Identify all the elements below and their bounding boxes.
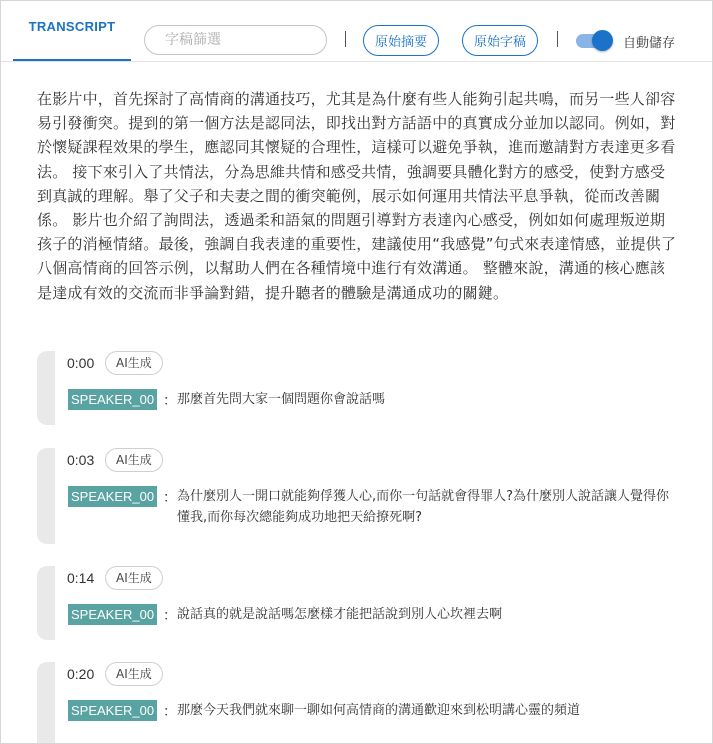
ai-generated-badge: AI生成 xyxy=(105,448,163,472)
original-transcript-button[interactable]: 原始字稿 xyxy=(462,25,538,56)
ai-generated-badge: AI生成 xyxy=(105,351,163,375)
segment-text[interactable]: 那麼首先問大家一個問題你會說話嗎 xyxy=(177,392,386,407)
segment-bar xyxy=(37,448,55,544)
autosave-label: 自動儲存 xyxy=(623,36,676,51)
toolbar xyxy=(1,1,712,62)
speaker-tag[interactable]: SPEAKER_00 xyxy=(68,486,157,507)
ai-generated-badge: AI生成 xyxy=(105,566,163,590)
speaker-colon: ： xyxy=(163,490,177,506)
autosave-toggle-knob xyxy=(592,30,613,51)
segment-timestamp[interactable]: 0:03 xyxy=(67,452,95,468)
speaker-tag[interactable]: SPEAKER_00 xyxy=(68,604,157,625)
segment-bar xyxy=(37,566,55,640)
segment-timestamp[interactable]: 0:20 xyxy=(67,666,95,682)
speaker-colon: ： xyxy=(163,393,177,409)
original-summary-button[interactable]: 原始摘要 xyxy=(363,25,439,56)
segment-text[interactable]: 說話真的就是說話嗎怎麼樣才能把話說到別人心坎裡去啊 xyxy=(177,607,503,622)
segment-timestamp[interactable]: 0:14 xyxy=(67,570,95,586)
speaker-colon: ： xyxy=(163,608,177,624)
tab-active-indicator xyxy=(13,59,131,61)
ai-generated-badge: AI生成 xyxy=(105,662,163,686)
segment-bar xyxy=(37,351,55,425)
segment-bar xyxy=(37,662,55,744)
segment-timestamp[interactable]: 0:00 xyxy=(67,355,95,371)
segment-text[interactable]: 那麼今天我們就來聊一聊如何高情商的溝通歡迎來到松明講心靈的頻道 xyxy=(177,703,581,718)
autosave-toggle[interactable] xyxy=(576,30,612,52)
tab-transcript[interactable]: TRANSCRIPT xyxy=(28,19,116,34)
summary-text: 在影片中，首先探討了高情商的溝通技巧，尤其是為什麼有些人能夠引起共鳴，而另一些人卻容易引發衝突。提到的第一個方法是認同法，即找出對方話語中的真實成分並加以認同。例如，對於懷疑課程效果的學生，應認同其懷疑的合理性，這樣可以避免爭執，進而邀請對方表達更多看法。 接下來引入了共情法，分為思維共情和感受共情，強調要具體化對方的感受，使對方感受到真誠的理解。舉了父子和夫妻之間的衝突範例，展示如何運用共情法平息爭執，從而改善關係。 影片也介紹了詢問法，透過柔和語氣的問題引導對方表達內心感受，例如如何處理叛逆期孩子的消極情緒。最後，強調自我表達的重要性，建議使用“我感覺”句式來表達情感，並提供了八個高情商的回答示例，以幫助人們在各種情境中進行有效溝通。 整體來說，溝通的核心應該是達成有效的交流而非爭論對錯，提升聽者的體驗是溝通成功的關鍵。 xyxy=(37,90,677,302)
speaker-tag[interactable]: SPEAKER_00 xyxy=(68,700,157,721)
transcript-filter-input[interactable] xyxy=(144,25,327,55)
toolbar-divider xyxy=(345,31,346,47)
toolbar-divider xyxy=(557,31,558,47)
speaker-colon: ： xyxy=(163,704,177,720)
speaker-tag[interactable]: SPEAKER_00 xyxy=(68,389,157,410)
segment-text[interactable]: 為什麼別人一開口就能夠俘獲人心,而你一句話就會得罪人?為什麼別人說話讓人覺得你懂我,而你每次總能夠成功地把天給撩死啊? xyxy=(177,489,670,525)
